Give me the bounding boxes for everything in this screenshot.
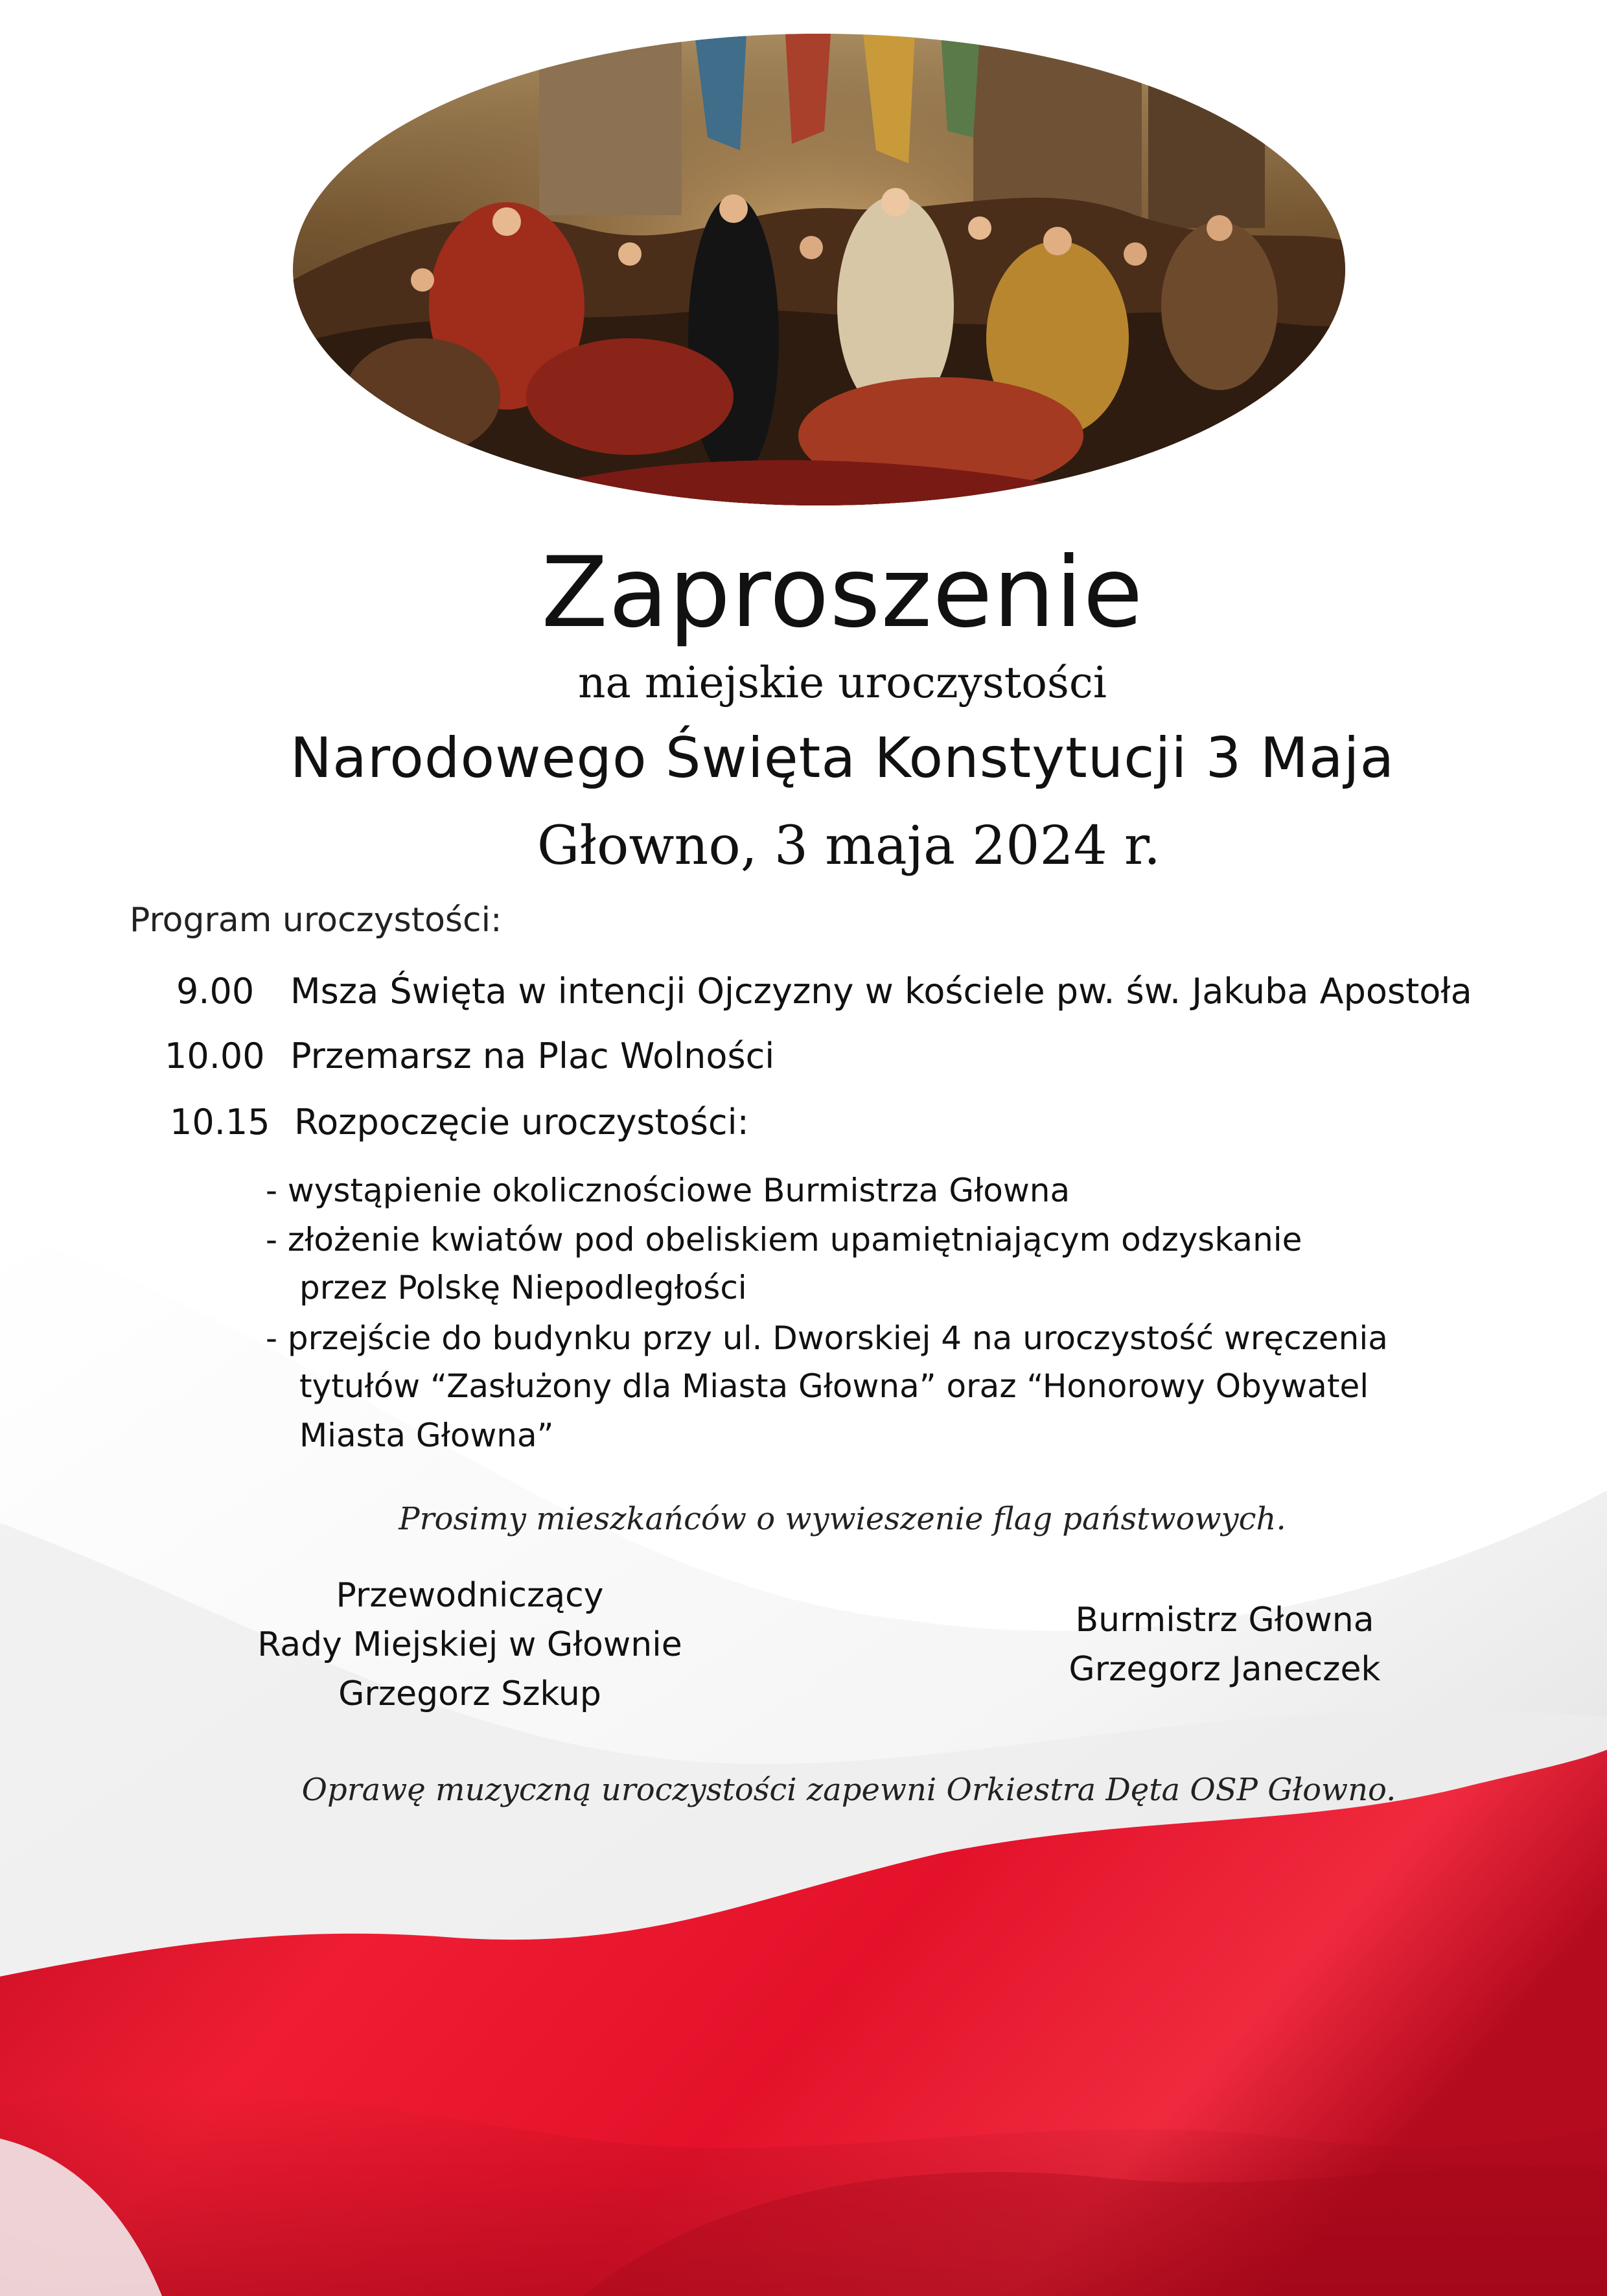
- signature-line: Grzegorz Janeczek: [1069, 1650, 1381, 1689]
- signature-line: Rady Miejskiej w Głownie: [257, 1625, 682, 1664]
- signature-line: Burmistrz Głowna: [1075, 1601, 1374, 1640]
- program-time: 9.00: [176, 971, 255, 1012]
- invitation-title: Zaproszenie: [541, 537, 1144, 649]
- ceremony-subitem: tytułów “Zasłużony dla Miasta Głowna” oraz “Honorowy Obywatel: [299, 1367, 1369, 1405]
- date-place: Głowno, 3 maja 2024 r.: [537, 815, 1161, 877]
- flag-appeal: Prosimy mieszkańców o wywieszenie flag państwowych.: [399, 1501, 1286, 1537]
- ceremony-subitem: - przejście do budynku przy ul. Dworskiej 4 na uroczystość wręczenia: [266, 1319, 1388, 1357]
- signature-line: Grzegorz Szkup: [338, 1675, 601, 1713]
- program-event: Rozpoczęcie uroczystości:: [294, 1102, 749, 1142]
- program-time: 10.00: [165, 1036, 265, 1076]
- holiday-name: Narodowego Święta Konstytucji 3 Maja: [290, 726, 1395, 791]
- ceremony-subitem: - wystąpienie okolicznościowe Burmistrza Głowna: [266, 1172, 1070, 1209]
- ceremony-subitem: - złożenie kwiatów pod obeliskiem upamiętniającym odzyskanie: [266, 1221, 1302, 1258]
- signature-mayor: [991, 1595, 1458, 1694]
- signature-council-chair: [207, 1571, 732, 1719]
- program-time: 10.15: [170, 1102, 270, 1142]
- ceremony-subitem: przez Polskę Niepodległości: [299, 1269, 747, 1306]
- program-label: Program uroczystości:: [130, 901, 502, 940]
- program-event: Przemarsz na Plac Wolności: [290, 1036, 775, 1076]
- invitation-subtitle: na miejskie uroczystości: [578, 658, 1107, 708]
- oval-painting-image: [293, 34, 1345, 505]
- signature-line: Przewodniczący: [336, 1576, 604, 1615]
- ceremony-subitem: Miasta Głowna”: [299, 1417, 554, 1454]
- music-note: Oprawę muzyczną uroczystości zapewni Orkiestra Dęta OSP Głowno.: [301, 1772, 1396, 1808]
- program-event: Msza Święta w intencji Ojczyzny w kościele pw. św. Jakuba Apostoła: [290, 971, 1472, 1012]
